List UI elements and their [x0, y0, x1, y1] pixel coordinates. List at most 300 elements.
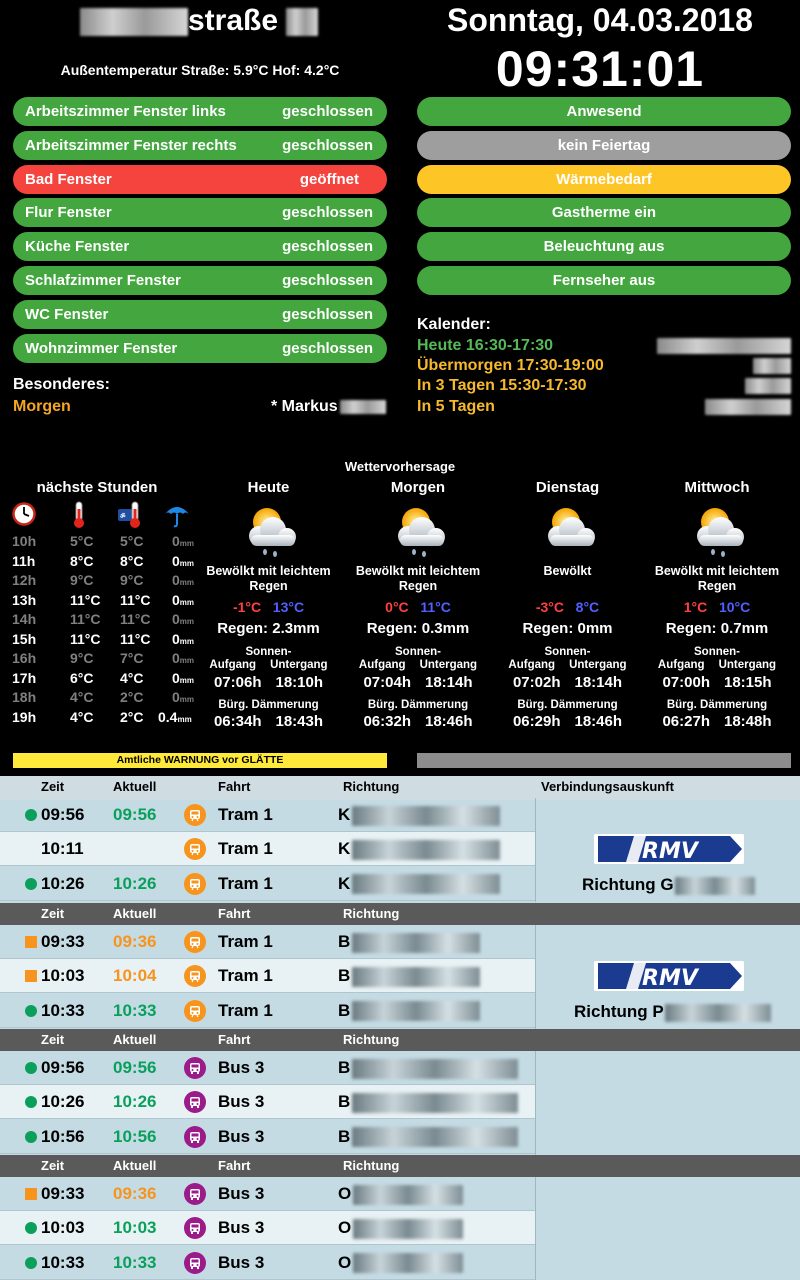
sunset-time: 18:14h [425, 674, 473, 691]
col-fahrt: Fahrt [218, 1032, 251, 1047]
hour-rain-unit: mm [179, 617, 195, 626]
dawn-label: Bürg. Dämmerung [666, 699, 768, 711]
hours-title: nächste Stunden [36, 479, 158, 496]
dawn-time: 06:34h [213, 713, 262, 730]
hour-rain [172, 650, 194, 666]
special-who-name: * Markus [271, 398, 338, 415]
hour-rain [158, 709, 192, 725]
hour: 12h [12, 572, 37, 588]
status-pill[interactable] [417, 165, 791, 194]
weather-title: Wettervorhersage [344, 459, 456, 474]
hour-rain [172, 592, 194, 608]
col-zeit: Zeit [41, 906, 65, 921]
hour-rain-unit: mm [179, 558, 195, 568]
hour-rain-value: 0 [172, 572, 180, 588]
destination [338, 839, 500, 860]
day-rain: Regen: 0.3mm [366, 620, 470, 637]
day-name: Dienstag [535, 479, 600, 496]
destination-initial: K [338, 805, 351, 824]
day-temp-min: -3°C [535, 599, 564, 615]
street-name [80, 4, 340, 38]
sunrise-label: Aufgang [209, 659, 257, 671]
bus-icon [184, 1252, 206, 1274]
window-state: geschlossen [282, 305, 373, 323]
destination-initial: O [338, 1252, 352, 1272]
dawn-times [493, 713, 642, 730]
day-description: Bewölkt mit leichtem Regen [654, 564, 780, 593]
hour-row [12, 709, 194, 729]
calendar-entry: Heute 16:30-17:30 [417, 337, 554, 354]
hour-rain-value: 0 [172, 689, 180, 705]
cloud-sun-icon [536, 502, 600, 558]
hour: 11h [12, 552, 36, 569]
status-pill[interactable] [417, 232, 791, 261]
day-description: Bewölkt mit leichtem Regen [206, 564, 331, 593]
svg-text:ॐ: ॐ [120, 513, 126, 520]
redacted-text [675, 877, 755, 895]
rmv-logo[interactable] [594, 961, 744, 991]
hour-row [12, 553, 194, 573]
hour-temp: 9°C [70, 650, 94, 666]
window-state: geschlossen [282, 103, 373, 120]
sunrise-time: 07:02h [512, 674, 561, 691]
destination [338, 966, 480, 987]
hour-row [12, 670, 194, 690]
sunrise-time: 07:06h [213, 674, 262, 691]
hour-rain-value: 0 [172, 669, 180, 686]
dawn-time: 06:32h [363, 713, 411, 730]
redacted-text [340, 400, 386, 414]
hour-rain-unit: mm [179, 675, 195, 685]
col-fahrt: Fahrt [218, 779, 251, 794]
sunrise-time: 07:00h [662, 674, 710, 691]
hour-rain [172, 631, 194, 647]
current-time: 09:31:01 [495, 41, 705, 97]
sunrise-time: 07:04h [363, 674, 411, 691]
hour-felt-temp: 2°C [120, 708, 144, 725]
day-forecast [493, 479, 642, 730]
hour-rain-unit: mm [179, 695, 195, 704]
hour-felt-temp: 11°C [120, 630, 151, 647]
hour-rain [172, 611, 194, 627]
destination [338, 1184, 463, 1205]
window-status-pill[interactable] [13, 266, 387, 295]
window-status-pill[interactable] [13, 198, 387, 227]
dawn-label: Bürg. Dämmerung [517, 699, 618, 711]
day-temp-max: 8°C [575, 599, 600, 615]
sunrise-label: Aufgang [657, 659, 705, 671]
departure-time: 10:56 [41, 1126, 85, 1146]
line-name: Bus 3 [218, 1184, 265, 1203]
departure-row[interactable] [0, 1246, 535, 1280]
redacted-text [657, 338, 791, 354]
clock-icon [12, 502, 36, 526]
rmv-logo-text: RMV [642, 966, 698, 991]
window-name: Wohnzimmer Fenster [25, 339, 178, 357]
status-pill[interactable] [417, 131, 791, 160]
redacted-text [352, 840, 500, 860]
departure-row[interactable] [0, 867, 535, 901]
departure-row[interactable] [0, 925, 535, 959]
sunset-time: 18:15h [724, 674, 772, 691]
felt-temperature-icon [116, 501, 142, 529]
cloud-sun-rain-icon [237, 502, 301, 558]
hour-rain-value: 0 [172, 630, 180, 647]
line-name: Bus 3 [218, 1092, 265, 1112]
thermometer-icon [72, 501, 86, 529]
actual-time: 10:26 [113, 1092, 157, 1112]
hour-rain [172, 533, 194, 549]
window-name: WC Fenster [25, 305, 109, 323]
actual-time: 10:33 [113, 1252, 157, 1272]
day-temp-min: 1°C [683, 599, 708, 615]
actual-time: 09:56 [113, 1058, 157, 1077]
actual-time: 10:56 [113, 1126, 157, 1146]
ontime-indicator [25, 1131, 37, 1143]
status-label: Anwesend [566, 103, 642, 120]
bus-icon [184, 1091, 206, 1113]
departure-time: 10:03 [41, 966, 85, 986]
dusk-time: 18:46h [574, 713, 623, 730]
calendar-entry: In 3 Tagen 15:30-17:30 [417, 377, 587, 394]
ontime-indicator [25, 1096, 37, 1108]
sunset-label: Untergang [718, 659, 777, 671]
special-title: Besonderes: [13, 376, 110, 393]
hour-rain-value: 0 [172, 611, 180, 627]
line-name: Bus 3 [218, 1126, 265, 1146]
window-name: Arbeitszimmer Fenster links [25, 103, 226, 120]
departure-row[interactable] [0, 1051, 535, 1085]
hour: 14h [12, 611, 37, 627]
tram-icon [184, 931, 206, 953]
destination-initial: B [338, 932, 351, 951]
line-name: Tram 1 [218, 839, 273, 859]
actual-time: 09:56 [113, 805, 157, 824]
hour-temp: 11°C [70, 611, 101, 627]
hour-rain-value: 0 [172, 650, 180, 666]
hour-rain-unit: mm [179, 656, 195, 665]
redacted-text [352, 933, 480, 953]
dusk-time: 18:46h [425, 713, 473, 730]
destination [338, 805, 500, 826]
ontime-indicator [25, 1062, 37, 1074]
warning-placeholder [417, 753, 791, 768]
ontime-indicator [25, 1222, 37, 1234]
delay-indicator [25, 970, 37, 982]
hour-felt-temp: 9°C [120, 572, 144, 588]
hour: 16h [12, 650, 37, 666]
col-aktuell: Aktuell [113, 1032, 157, 1047]
cloud-sun-rain-icon [685, 502, 749, 558]
bus-icon [184, 1057, 206, 1079]
day-name: Heute [247, 479, 290, 496]
redacted-text [353, 1185, 463, 1205]
col-richtung: Richtung [343, 1158, 400, 1173]
day-temps [493, 599, 642, 615]
redacted-text [753, 358, 791, 374]
connection-direction [574, 1002, 771, 1022]
window-state: geschlossen [282, 339, 373, 357]
destination [338, 1218, 463, 1239]
sunrise-label: Aufgang [508, 659, 556, 671]
delay-indicator [25, 936, 37, 948]
calendar-title: Kalender: [417, 316, 491, 333]
window-status-pill[interactable] [13, 300, 387, 329]
departure-row[interactable] [0, 832, 535, 866]
window-state: geschlossen [282, 136, 373, 154]
line-name: Bus 3 [218, 1058, 265, 1077]
col-richtung: Richtung [343, 906, 400, 921]
day-forecast [194, 479, 343, 730]
departure-row[interactable] [0, 1085, 535, 1119]
hour-felt-temp: 5°C [120, 533, 144, 549]
redacted-text [353, 1253, 463, 1273]
day-temps [194, 599, 343, 615]
hour-rain-value: 0 [172, 533, 180, 549]
window-state: geöffnet [299, 170, 359, 188]
hour-rain [172, 670, 194, 686]
sun-header [493, 646, 642, 672]
tram-icon [184, 873, 206, 895]
connection-panel [535, 1051, 800, 1155]
hour-temp: 8°C [70, 552, 94, 569]
hour-rain-value: 0.4 [158, 708, 178, 725]
destination-initial: B [338, 1000, 351, 1020]
departure-time: 09:33 [41, 932, 85, 951]
hour-felt-temp: 4°C [120, 669, 144, 686]
hour-row [12, 631, 194, 651]
rmv-logo[interactable] [594, 834, 744, 864]
calendar-entry: In 5 Tagen [417, 398, 495, 415]
window-status-pill[interactable] [13, 232, 387, 261]
window-status-pill[interactable] [13, 97, 387, 126]
day-forecast [344, 479, 493, 730]
sun-times [194, 674, 343, 691]
rmv-logo-text: RMV [642, 839, 698, 864]
ontime-indicator [25, 1005, 37, 1017]
line-name: Bus 3 [218, 1252, 265, 1272]
destination [338, 1127, 518, 1148]
day-rain: Regen: 2.3mm [217, 620, 320, 637]
sun-times [643, 674, 792, 691]
sunset-time: 18:14h [574, 674, 623, 691]
sun-header-label: Sonnen- [395, 646, 441, 658]
day-temp-max: 13°C [272, 599, 305, 615]
bus-icon [184, 1183, 206, 1205]
status-pill[interactable] [417, 266, 791, 295]
dawn-label: Bürg. Dämmerung [367, 699, 469, 711]
col-aktuell: Aktuell [113, 779, 157, 794]
departure-time: 10:33 [41, 1000, 85, 1020]
hour-felt-temp: 2°C [120, 689, 144, 705]
day-temp-max: 10°C [718, 599, 751, 615]
hour: 10h [12, 533, 37, 549]
col-fahrt: Fahrt [218, 1158, 251, 1173]
line-name: Tram 1 [218, 966, 273, 986]
umbrella-icon [164, 502, 190, 528]
day-name: Morgen [390, 479, 446, 496]
departure-time: 09:56 [41, 805, 85, 824]
hour-rain-unit: mm [179, 636, 195, 646]
departure-time: 10:33 [41, 1252, 85, 1272]
hour-rain-unit: mm [179, 597, 195, 607]
redacted-text [745, 378, 791, 394]
destination [338, 1058, 518, 1079]
hour-rain [172, 572, 194, 588]
departure-time: 10:26 [41, 1092, 85, 1112]
sunset-label: Untergang [569, 659, 627, 671]
col-richtung: Richtung [343, 779, 400, 794]
departure-board [0, 776, 800, 1280]
dawn-time: 06:27h [662, 713, 710, 730]
cloud-sun-rain-icon [386, 502, 450, 558]
departure-table-header [0, 903, 800, 925]
hour: 17h [12, 669, 37, 686]
window-state: geschlossen [282, 238, 373, 256]
connection-direction-text: Richtung P [574, 1002, 664, 1021]
status-label: Gastherme ein [551, 204, 657, 222]
dusk-time: 18:43h [275, 713, 324, 730]
sunrise-label: Aufgang [358, 659, 406, 671]
departure-time: 09:56 [41, 1058, 85, 1077]
window-status-pill[interactable] [13, 165, 387, 194]
hour-row [12, 572, 194, 592]
current-date: Sonntag, 04.03.2018 [447, 2, 753, 38]
status-label: Fernseher aus [552, 272, 656, 289]
dawn-time: 06:29h [512, 713, 561, 730]
hour-temp: 6°C [70, 669, 94, 686]
hour-temp: 5°C [70, 533, 94, 549]
line-name: Bus 3 [218, 1218, 265, 1238]
departure-time: 09:33 [41, 1184, 85, 1203]
hour: 18h [12, 689, 37, 705]
status-pill[interactable] [417, 198, 791, 227]
window-status-pill[interactable] [13, 131, 387, 160]
tram-icon [184, 1000, 206, 1022]
redacted-text [352, 874, 500, 894]
day-temps [344, 599, 493, 615]
redacted-text [286, 8, 318, 36]
window-name: Küche Fenster [25, 238, 130, 256]
redacted-text [352, 1059, 518, 1079]
departure-row[interactable] [0, 959, 535, 993]
hour-rain-unit: mm [179, 539, 195, 548]
hour-row [12, 533, 194, 553]
sun-header [344, 646, 493, 672]
departure-row[interactable] [0, 798, 535, 832]
redacted-text [352, 1093, 518, 1113]
hour-rain-value: 0 [172, 591, 180, 608]
destination [338, 1092, 518, 1113]
window-status-pill[interactable] [13, 334, 387, 363]
day-forecast [643, 479, 792, 730]
actual-time: 09:36 [113, 932, 157, 951]
redacted-text [352, 1127, 518, 1147]
status-label: Beleuchtung aus [543, 238, 665, 256]
hour-felt-temp: 8°C [120, 552, 144, 569]
special-when: Morgen [13, 398, 71, 415]
departure-time: 10:26 [41, 873, 85, 893]
hour-rain-unit: mm [177, 714, 192, 724]
sun-header-label: Sonnen- [694, 646, 740, 658]
departure-row[interactable] [0, 994, 535, 1028]
departure-time: 10:03 [41, 1218, 85, 1238]
window-name: Arbeitszimmer Fenster rechts [25, 136, 237, 154]
departure-row[interactable] [0, 1211, 535, 1245]
destination-initial: O [338, 1218, 352, 1238]
dusk-time: 18:48h [724, 713, 772, 730]
hour: 15h [12, 630, 37, 647]
day-rain: Regen: 0.7mm [665, 620, 769, 637]
window-state: geschlossen [282, 272, 373, 289]
col-verbindung: Verbindungsauskunft [541, 779, 674, 794]
hour-row [12, 650, 194, 670]
special-who [271, 398, 386, 416]
actual-time: 10:04 [113, 966, 157, 986]
status-pill[interactable] [417, 97, 791, 126]
col-aktuell: Aktuell [113, 1158, 157, 1173]
destination-initial: B [338, 1092, 351, 1112]
destination-initial: K [338, 839, 351, 859]
destination-initial: O [338, 1184, 352, 1203]
departure-row[interactable] [0, 1177, 535, 1211]
dawn-times [194, 713, 343, 730]
hour-row [12, 611, 194, 631]
destination-initial: K [338, 873, 351, 893]
hour-felt-temp: 11°C [120, 611, 151, 627]
col-zeit: Zeit [41, 1032, 65, 1047]
col-zeit: Zeit [41, 779, 65, 794]
sunset-label: Untergang [270, 659, 328, 671]
departure-table-header [0, 1155, 800, 1177]
window-name: Schlafzimmer Fenster [25, 272, 181, 289]
dawn-times [643, 713, 792, 730]
hour-felt-temp: 7°C [120, 650, 144, 666]
dawn-label: Bürg. Dämmerung [218, 699, 319, 711]
hour-temp: 9°C [70, 572, 94, 588]
day-rain: Regen: 0mm [522, 620, 613, 637]
sun-header-label: Sonnen- [245, 646, 292, 658]
hour-row [12, 592, 194, 612]
ontime-indicator [25, 878, 37, 890]
status-label: Wärmebedarf [556, 170, 652, 188]
departure-row[interactable] [0, 1120, 535, 1154]
departure-table-header [0, 1029, 800, 1051]
hour-felt-temp: 11°C [120, 591, 151, 608]
redacted-text [353, 1219, 463, 1239]
tram-icon [184, 804, 206, 826]
redacted-text [705, 399, 791, 415]
actual-time: 10:26 [113, 873, 157, 893]
sunset-time: 18:10h [275, 674, 324, 691]
calendar-entry: Übermorgen 17:30-19:00 [417, 357, 604, 374]
line-name: Tram 1 [218, 873, 273, 893]
sunset-label: Untergang [419, 659, 478, 671]
destination-initial: B [338, 1058, 351, 1077]
hour-temp: 4°C [70, 689, 94, 705]
hour-rain-value: 0 [172, 552, 180, 569]
status-label: kein Feiertag [557, 136, 651, 154]
hour-temp: 11°C [70, 630, 101, 647]
tram-icon [184, 965, 206, 987]
hour-row [12, 689, 194, 709]
redacted-text [665, 1004, 771, 1022]
redacted-text [352, 1001, 480, 1021]
hour-temp: 11°C [70, 591, 101, 608]
day-temp-min: -1°C [232, 599, 262, 615]
departure-time: 10:11 [41, 839, 84, 859]
window-name: Bad Fenster [25, 170, 112, 188]
